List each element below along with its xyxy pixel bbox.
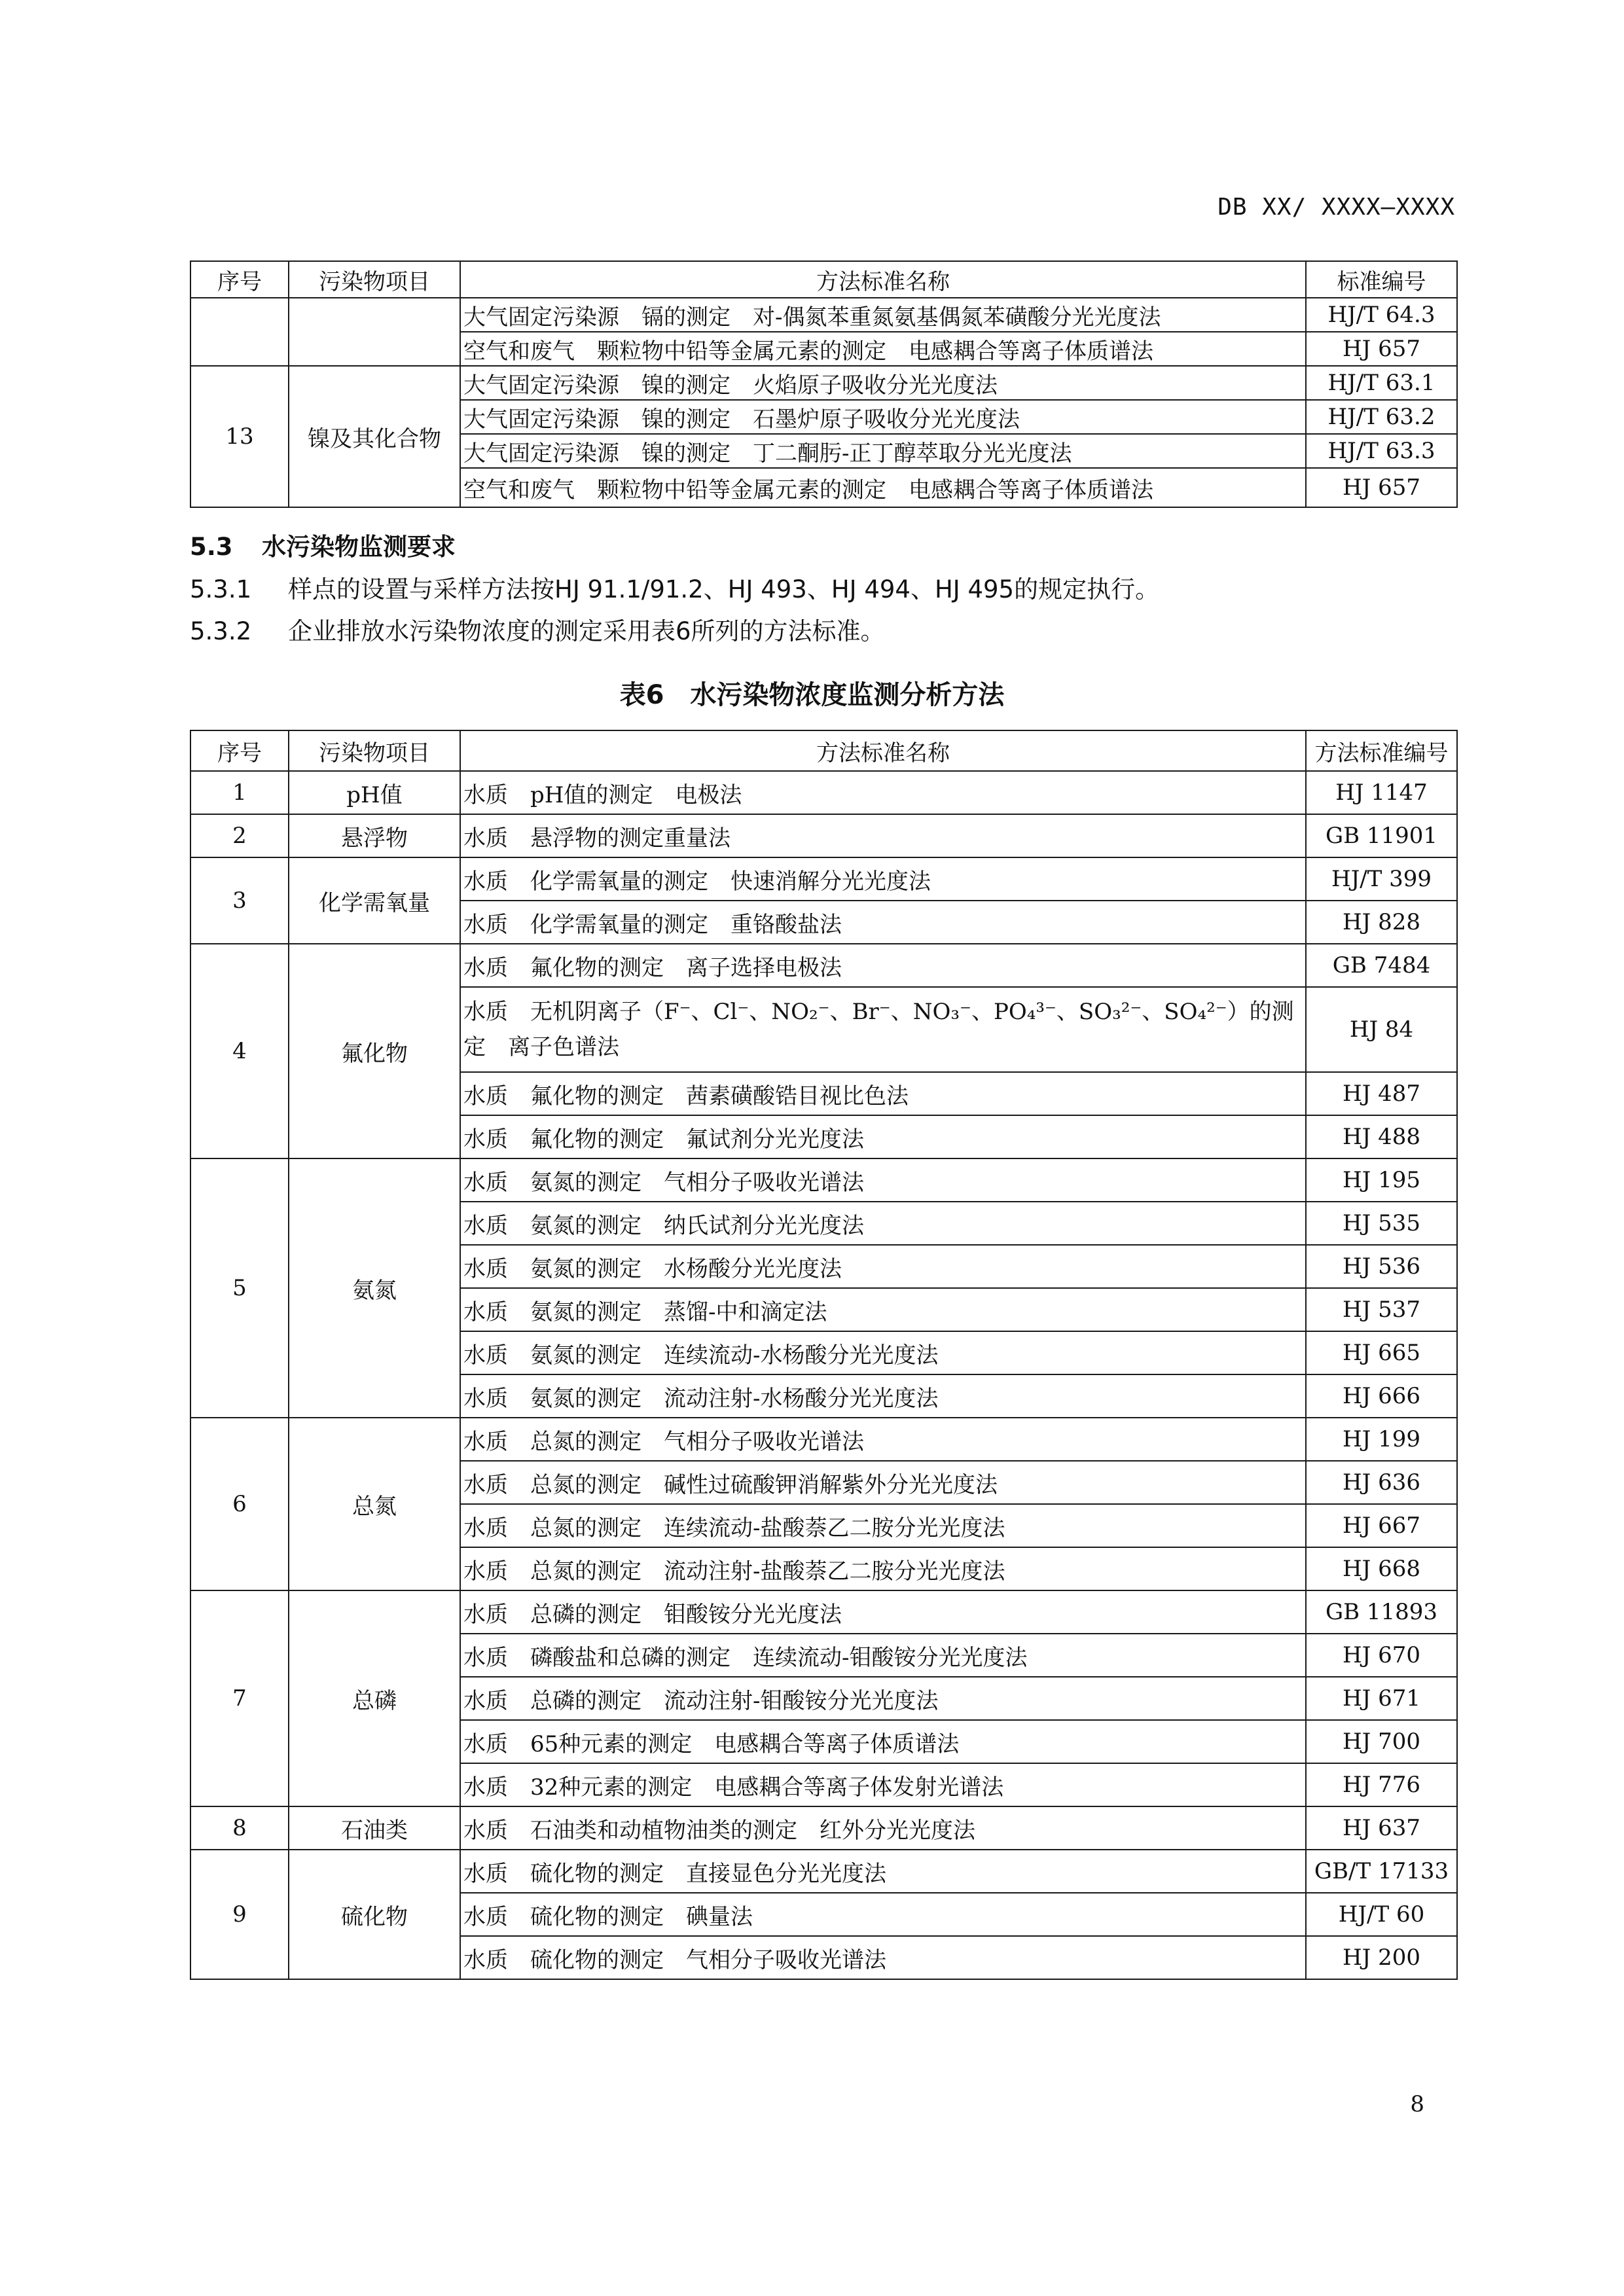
table-row [190, 298, 1457, 332]
cell-item: pH值 [289, 771, 460, 814]
cell-method: 水质 硫化物的测定 碘量法 [460, 1893, 1306, 1936]
cell-code: HJ 535 [1306, 1202, 1457, 1245]
cell-no: 2 [190, 814, 289, 857]
cell-code: GB 11901 [1306, 814, 1457, 857]
cell-method: 空气和废气 颗粒物中铅等金属元素的测定 电感耦合等离子体质谱法 [460, 332, 1306, 366]
cell-code: HJ 1147 [1306, 771, 1457, 814]
table-row [190, 944, 1457, 987]
cell-method: 水质 悬浮物的测定重量法 [460, 814, 1306, 857]
cell-method: 水质 化学需氧量的测定 重铬酸盐法 [460, 901, 1306, 944]
table-6-water-methods [190, 730, 1458, 1980]
cell-code: HJ 657 [1306, 468, 1457, 507]
cell-no: 5 [190, 1158, 289, 1418]
cell-item: 悬浮物 [289, 814, 460, 857]
cell-code: GB/T 17133 [1306, 1850, 1457, 1893]
cell-no: 9 [190, 1850, 289, 1979]
header-code: 标准编号 [1306, 261, 1457, 298]
cell-code: HJ 776 [1306, 1763, 1457, 1806]
cell-code: HJ 487 [1306, 1072, 1457, 1115]
cell-code: HJ 536 [1306, 1245, 1457, 1288]
cell-method: 大气固定污染源 镉的测定 对-偶氮苯重氮氨基偶氮苯磺酸分光光度法 [460, 298, 1306, 332]
cell-code: HJ 671 [1306, 1677, 1457, 1720]
cell-method: 水质 氨氮的测定 纳氏试剂分光光度法 [460, 1202, 1306, 1245]
cell-code: HJ/T 63.3 [1306, 434, 1457, 468]
table-row [190, 1158, 1457, 1202]
header-method: 方法标准名称 [460, 261, 1306, 298]
cell-no: 1 [190, 771, 289, 814]
table-row [190, 771, 1457, 814]
cell-code: HJ/T 60 [1306, 1893, 1457, 1936]
cell-code: HJ 667 [1306, 1504, 1457, 1547]
cell-code: HJ/T 63.2 [1306, 400, 1457, 434]
cell-item: 化学需氧量 [289, 857, 460, 944]
header-no: 序号 [190, 730, 289, 771]
cell-code: HJ/T 399 [1306, 857, 1457, 901]
cell-method: 水质 氨氮的测定 水杨酸分光光度法 [460, 1245, 1306, 1288]
cell-item: 硫化物 [289, 1850, 460, 1979]
clause-text: 样点的设置与采样方法按HJ 91.1/91.2、HJ 493、HJ 494、HJ 495的规定执行。 [288, 575, 1160, 603]
cell-item: 氟化物 [289, 944, 460, 1158]
cell-code: GB 11893 [1306, 1590, 1457, 1634]
cell-code: HJ 537 [1306, 1288, 1457, 1331]
continued-standards-table [190, 260, 1458, 508]
header-no: 序号 [190, 261, 289, 298]
table-caption: 表6 水污染物浓度监测分析方法 [619, 680, 1005, 710]
cell-code: HJ 657 [1306, 332, 1457, 366]
section-5-3-heading [190, 527, 456, 562]
clause-5-3-1 [190, 569, 1159, 605]
cell-no: 7 [190, 1590, 289, 1806]
cell-code: HJ 195 [1306, 1158, 1457, 1202]
cell-code: HJ 665 [1306, 1331, 1457, 1374]
table-row [190, 1850, 1457, 1893]
table-row [190, 366, 1457, 400]
section-title: 水污染物监测要求 [262, 533, 456, 561]
cell-code: HJ 199 [1306, 1418, 1457, 1461]
header-item: 污染物项目 [289, 730, 460, 771]
clause-number: 5.3.2 [190, 617, 252, 645]
cell-item: 总磷 [289, 1590, 460, 1806]
cell-item: 总氮 [289, 1418, 460, 1590]
cell-no: 3 [190, 857, 289, 944]
cell-code: HJ/T 63.1 [1306, 366, 1457, 400]
cell-item [289, 298, 460, 366]
cell-code: HJ 670 [1306, 1634, 1457, 1677]
cell-method: 水质 氟化物的测定 茜素磺酸锆目视比色法 [460, 1072, 1306, 1115]
cell-no: 6 [190, 1418, 289, 1590]
table-row [190, 1590, 1457, 1634]
cell-no [190, 298, 289, 366]
cell-code: HJ 637 [1306, 1806, 1457, 1850]
cell-method: 水质 硫化物的测定 直接显色分光光度法 [460, 1850, 1306, 1893]
cell-code: HJ 636 [1306, 1461, 1457, 1504]
cell-method: 水质 磷酸盐和总磷的测定 连续流动-钼酸铵分光光度法 [460, 1634, 1306, 1677]
table-row [190, 1806, 1457, 1850]
cell-method: 水质 32种元素的测定 电感耦合等离子体发射光谱法 [460, 1763, 1306, 1806]
cell-method: 水质 总磷的测定 流动注射-钼酸铵分光光度法 [460, 1677, 1306, 1720]
clause-5-3-2 [190, 611, 885, 647]
header-method: 方法标准名称 [460, 730, 1306, 771]
cell-method: 水质 化学需氧量的测定 快速消解分光光度法 [460, 857, 1306, 901]
cell-no: 8 [190, 1806, 289, 1850]
cell-method: 水质 65种元素的测定 电感耦合等离子体质谱法 [460, 1720, 1306, 1763]
header-item: 污染物项目 [289, 261, 460, 298]
cell-method: 水质 氨氮的测定 流动注射-水杨酸分光光度法 [460, 1374, 1306, 1418]
table-header-row [190, 730, 1457, 771]
cell-method: 水质 总氮的测定 流动注射-盐酸萘乙二胺分光光度法 [460, 1547, 1306, 1590]
clause-number: 5.3.1 [190, 575, 252, 603]
cell-code: HJ 488 [1306, 1115, 1457, 1158]
cell-method: 水质 总氮的测定 连续流动-盐酸萘乙二胺分光光度法 [460, 1504, 1306, 1547]
section-number: 5.3 [190, 533, 233, 561]
cell-code: HJ 200 [1306, 1936, 1457, 1979]
document-code: DB XX/ XXXX—XXXX [1218, 194, 1455, 221]
cell-method: 水质 pH值的测定 电极法 [460, 771, 1306, 814]
cell-code: HJ/T 64.3 [1306, 298, 1457, 332]
cell-method: 大气固定污染源 镍的测定 丁二酮肟-正丁醇萃取分光光度法 [460, 434, 1306, 468]
cell-no: 13 [190, 366, 289, 507]
cell-method: 水质 氨氮的测定 气相分子吸收光谱法 [460, 1158, 1306, 1202]
cell-code: HJ 84 [1306, 987, 1457, 1072]
cell-method: 水质 氟化物的测定 氟试剂分光光度法 [460, 1115, 1306, 1158]
cell-code: HJ 666 [1306, 1374, 1457, 1418]
cell-method: 水质 氨氮的测定 连续流动-水杨酸分光光度法 [460, 1331, 1306, 1374]
header-code: 方法标准编号 [1306, 730, 1457, 771]
cell-item: 镍及其化合物 [289, 366, 460, 507]
cell-item: 氨氮 [289, 1158, 460, 1418]
cell-item: 石油类 [289, 1806, 460, 1850]
cell-code: GB 7484 [1306, 944, 1457, 987]
clause-text: 企业排放水污染物浓度的测定采用表6所列的方法标准。 [288, 617, 885, 645]
cell-method: 水质 氨氮的测定 蒸馏-中和滴定法 [460, 1288, 1306, 1331]
cell-method: 大气固定污染源 镍的测定 石墨炉原子吸收分光光度法 [460, 400, 1306, 434]
cell-code: HJ 700 [1306, 1720, 1457, 1763]
table-row [190, 857, 1457, 901]
cell-method: 水质 氟化物的测定 离子选择电极法 [460, 944, 1306, 987]
cell-code: HJ 668 [1306, 1547, 1457, 1590]
cell-method: 水质 硫化物的测定 气相分子吸收光谱法 [460, 1936, 1306, 1979]
cell-method: 水质 总氮的测定 气相分子吸收光谱法 [460, 1418, 1306, 1461]
cell-method: 空气和废气 颗粒物中铅等金属元素的测定 电感耦合等离子体质谱法 [460, 468, 1306, 507]
table-row [190, 1418, 1457, 1461]
table-header-row [190, 261, 1457, 298]
cell-method: 大气固定污染源 镍的测定 火焰原子吸收分光光度法 [460, 366, 1306, 400]
cell-code: HJ 828 [1306, 901, 1457, 944]
cell-no: 4 [190, 944, 289, 1158]
cell-method: 水质 石油类和动植物油类的测定 红外分光光度法 [460, 1806, 1306, 1850]
cell-method: 水质 总磷的测定 钼酸铵分光光度法 [460, 1590, 1306, 1634]
cell-method: 水质 总氮的测定 碱性过硫酸钾消解紫外分光光度法 [460, 1461, 1306, 1504]
table-row [190, 814, 1457, 857]
page-number: 8 [1410, 2091, 1424, 2117]
cell-method: 水质 无机阴离子（F⁻、Cl⁻、NO₂⁻、Br⁻、NO₃⁻、PO₄³⁻、SO₃²⁻、SO₄²⁻）的测定 离子色谱法 [460, 987, 1306, 1072]
